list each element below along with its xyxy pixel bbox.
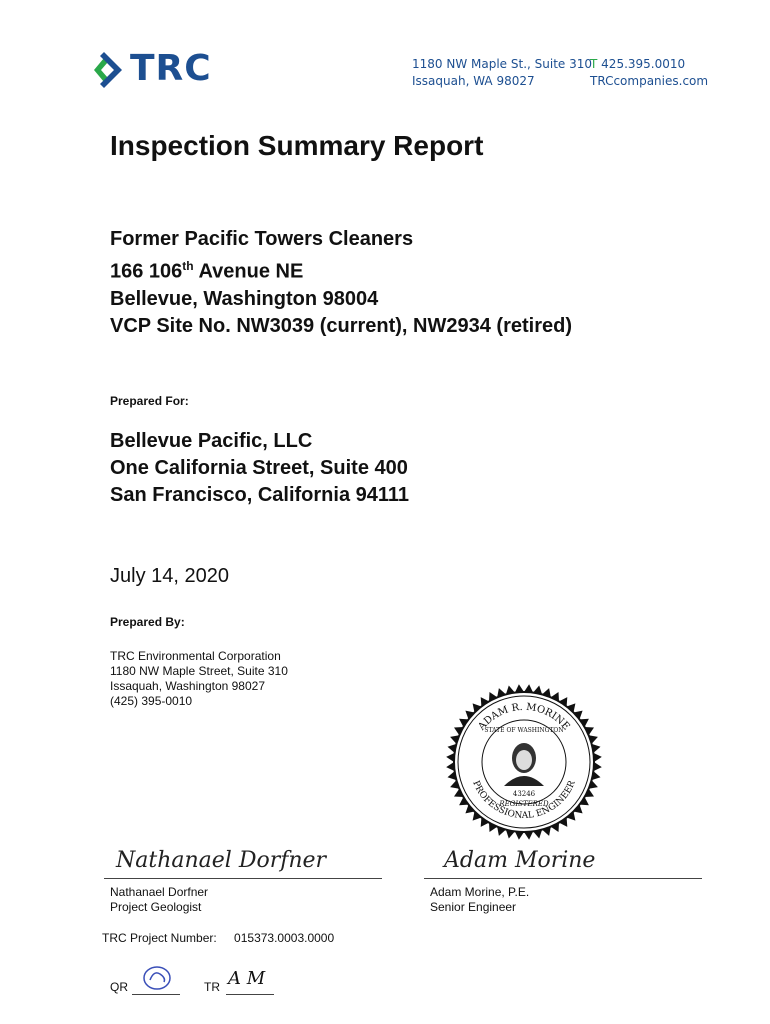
header-phone-prefix: T — [590, 57, 598, 71]
signer-name-2: Adam Morine, P.E. — [430, 885, 530, 899]
client-city: San Francisco, California 94111 — [110, 484, 410, 506]
signature-block-1 — [104, 848, 382, 915]
prepared-by-label: Prepared By: — [110, 615, 185, 629]
site-street-number: 166 106 — [110, 260, 183, 283]
signature-block-2 — [424, 848, 702, 915]
preparer-company: TRC Environmental Corporation — [110, 649, 281, 663]
site-block — [110, 226, 572, 340]
site-street — [110, 253, 572, 286]
signature-line-1 — [104, 878, 382, 879]
signer-name-1: Nathanael Dorfner — [110, 885, 209, 899]
header-address-line2: Issaquah, WA 98027 — [412, 74, 535, 88]
header-website[interactable]: TRCcompanies.com — [590, 74, 709, 88]
header-phone — [590, 56, 708, 73]
report-date: July 14, 2020 — [110, 565, 229, 587]
header-address-line1: 1180 NW Maple St., Suite 310 — [412, 57, 592, 71]
site-name: Former Pacific Towers Cleaners — [110, 228, 414, 250]
preparer-city: Issaquah, Washington 98027 — [110, 679, 265, 693]
project-number-row — [102, 931, 334, 945]
report-title: Inspection Summary Report — [110, 130, 484, 161]
trc-logo-mark-icon — [92, 50, 126, 90]
project-number: 015373.0003.0000 — [234, 931, 335, 945]
signature-line-2 — [424, 878, 702, 879]
preparer-street: 1180 NW Maple Street, Suite 310 — [110, 664, 288, 678]
tr-initials: A M — [228, 968, 266, 989]
signature-script-2: Adam Morine — [444, 848, 596, 873]
tr-initials-field — [226, 966, 274, 995]
client-street: One California Street, Suite 400 — [110, 457, 408, 479]
qr-initials-field — [132, 966, 180, 995]
tr-label: TR — [204, 980, 220, 994]
trc-logo — [92, 48, 222, 92]
site-vcp: VCP Site No. NW3039 (current), NW2934 (retired) — [110, 314, 572, 337]
engineer-seal — [444, 682, 604, 842]
header-address — [412, 56, 592, 90]
preparer-phone: (425) 395-0010 — [110, 694, 193, 708]
signature-script-1: Nathanael Dorfner — [116, 848, 327, 873]
qr-label: QR — [110, 980, 128, 994]
seal-registered: REGISTERED — [499, 800, 549, 808]
qr-initials-stamp-icon — [140, 964, 174, 992]
site-street-suffix: th — [182, 259, 194, 273]
prepared-for-label: Prepared For: — [110, 394, 189, 408]
signer-title-2: Senior Engineer — [430, 900, 517, 914]
client-block — [110, 428, 409, 509]
site-street-rest: Avenue NE — [193, 260, 304, 283]
signer-title-1: Project Geologist — [110, 900, 202, 914]
seal-state-text: STATE OF WASHINGTON — [484, 727, 564, 734]
preparer-address — [110, 649, 288, 709]
header-contact — [590, 56, 708, 90]
seal-number: 43246 — [512, 790, 536, 798]
project-number-label: TRC Project Number: — [102, 931, 217, 945]
header-phone-number: 425.395.0010 — [601, 57, 686, 71]
seal-bottom-text: PROFESSIONAL ENGINEER — [470, 779, 578, 822]
seal-top-text: ADAM R. MORINE — [476, 701, 572, 733]
client-name: Bellevue Pacific, LLC — [110, 430, 313, 452]
logo-wordmark: TRC — [130, 48, 212, 89]
site-city: Bellevue, Washington 98004 — [110, 287, 379, 310]
